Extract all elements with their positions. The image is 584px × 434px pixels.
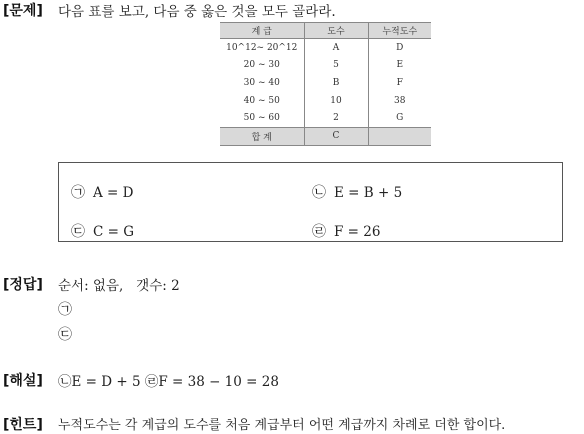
cumulative-cell: F (368, 74, 431, 92)
cumulative-cell: E (368, 57, 431, 75)
total-cumulative (368, 127, 431, 145)
table-total-row (220, 127, 431, 145)
choice-a[interactable] (71, 182, 133, 202)
header-class: 계 급 (220, 23, 304, 39)
choice-mark: ㉣ (312, 224, 326, 240)
total-label: 합 계 (220, 127, 304, 145)
cumulative-cell: G (368, 109, 431, 127)
answer-text: 순서: 없음, 갯수: 2 (58, 278, 180, 294)
explanation-text: ㉡E = D + 5 ㉣F = 38 − 10 = 28 (58, 374, 279, 390)
choices-box (58, 162, 563, 242)
class-cell: 30 ~ 40 (220, 74, 304, 92)
choice-mark: ㉠ (71, 185, 85, 201)
choice-text: E = B + 5 (334, 185, 403, 201)
class-cell: 20 ~ 30 (220, 57, 304, 75)
header-frequency: 도수 (304, 23, 368, 39)
choice-mark: ㉢ (71, 224, 85, 240)
class-cell: 40 ~ 50 (220, 92, 304, 110)
choice-b[interactable] (312, 182, 402, 202)
answer-item: ㉢ (58, 327, 72, 343)
frequency-cell: B (304, 74, 368, 92)
hint-text: 누적도수는 각 계급의 도수를 처음 계급부터 어떤 계급까지 차례로 더한 합이다. (58, 418, 506, 433)
table-row (220, 39, 431, 57)
frequency-table (220, 22, 431, 146)
table-header-row (220, 23, 431, 39)
frequency-cell: 5 (304, 57, 368, 75)
table-row (220, 57, 431, 75)
frequency-cell: A (304, 39, 368, 57)
answer-item: ㉠ (58, 302, 72, 318)
frequency-cell: 10 (304, 92, 368, 110)
choice-text: F = 26 (334, 224, 381, 240)
total-frequency: C (304, 127, 368, 145)
question-text: 다음 표를 보고, 다음 중 옳은 것을 모두 골라라. (58, 4, 336, 20)
explanation-tag: [해설] (3, 373, 43, 389)
choice-d[interactable] (312, 221, 380, 241)
hint-tag: [힌트] (3, 417, 43, 433)
choice-c[interactable] (71, 221, 134, 241)
table-row (220, 109, 431, 127)
choice-mark: ㉡ (312, 185, 326, 201)
choice-text: A = D (93, 185, 134, 201)
question-tag: [문제] (3, 3, 43, 19)
frequency-cell: 2 (304, 109, 368, 127)
answer-tag: [정답] (3, 277, 43, 293)
table-row (220, 92, 431, 110)
header-cumulative: 누적도수 (368, 23, 431, 39)
table-row (220, 74, 431, 92)
cumulative-cell: 38 (368, 92, 431, 110)
choice-text: C = G (93, 224, 135, 240)
class-cell: 50 ~ 60 (220, 109, 304, 127)
class-cell: 10^12~ 20^12 (220, 39, 304, 57)
cumulative-cell: D (368, 39, 431, 57)
